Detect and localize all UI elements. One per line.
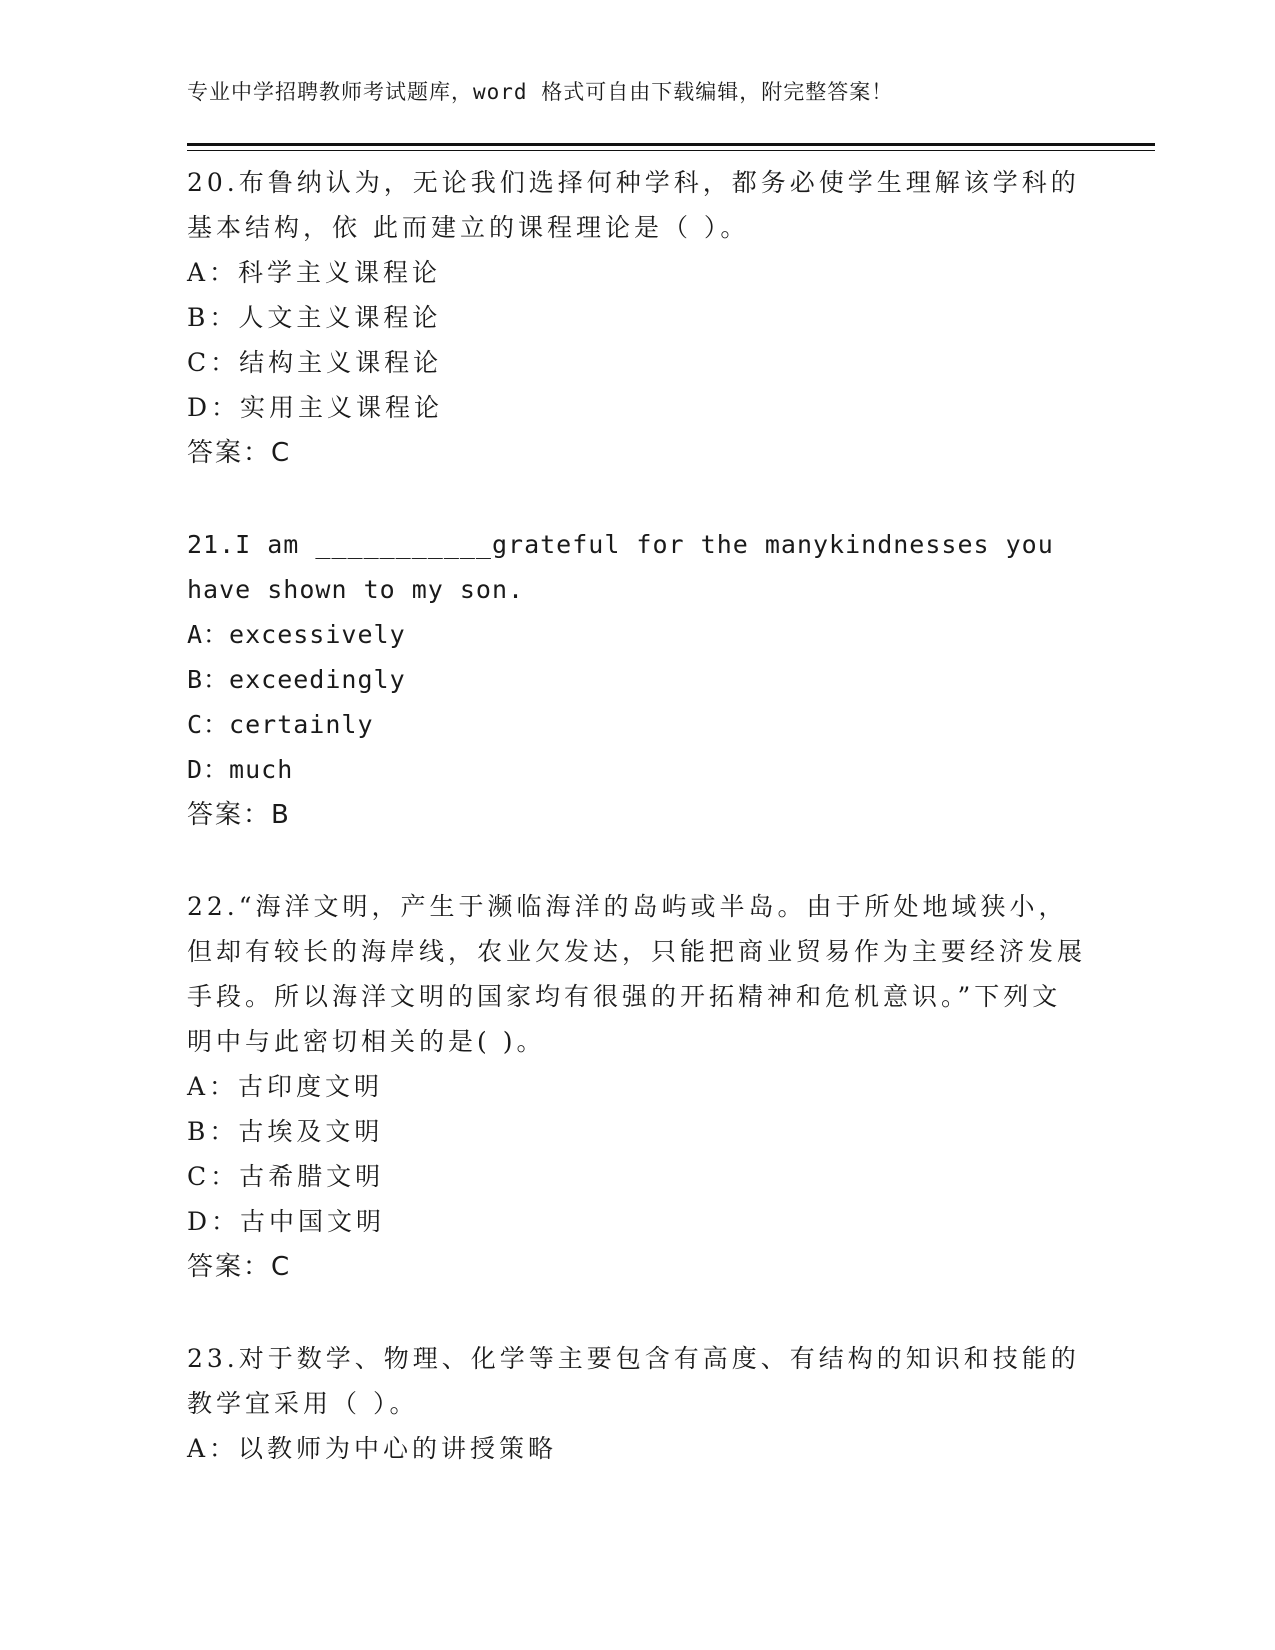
option-c: C：certainly xyxy=(187,710,374,739)
question-20 xyxy=(187,160,1087,476)
header-rule-thick xyxy=(187,143,1155,146)
question-stem: 23.对于数学、物理、化学等主要包含有高度、有结构的知识和技能的教学宜采用（ ）。 xyxy=(187,1344,1080,1418)
question-list xyxy=(187,160,1087,1517)
question-22 xyxy=(187,884,1087,1290)
question-stem: 22.“海洋文明，产生于濒临海洋的岛屿或半岛。由于所处地域狭小，但却有较长的海岸线，农业欠发达，只能把商业贸易作为主要经济发展手段。所以海洋文明的国家均有很强的开拓精神和危机意识。”下列文明中与此密切相关的是( )。 xyxy=(187,892,1087,1056)
option-c: C：结构主义课程论 xyxy=(187,348,443,377)
option-a: A：科学主义课程论 xyxy=(187,258,442,287)
option-d: D：实用主义课程论 xyxy=(187,393,444,422)
question-stem: 20.布鲁纳认为，无论我们选择何种学科，都务必使学生理解该学科的基本结构，依 此而建立的课程理论是（ ）。 xyxy=(187,168,1080,242)
option-a: A：古印度文明 xyxy=(187,1072,384,1101)
answer: 答案：C xyxy=(187,1252,292,1282)
option-a: A：以教师为中心的讲授策略 xyxy=(187,1434,558,1463)
option-d: D：much xyxy=(187,755,294,784)
answer: 答案：B xyxy=(187,800,291,830)
option-b: B：exceedingly xyxy=(187,665,406,694)
header-note: 专业中学招聘教师考试题库，word 格式可自由下载编辑，附完整答案！ xyxy=(187,80,894,104)
option-d: D：古中国文明 xyxy=(187,1207,386,1236)
option-c: C：古希腊文明 xyxy=(187,1162,385,1191)
header-rule-thin xyxy=(187,150,1155,151)
question-23 xyxy=(187,1336,1087,1471)
answer: 答案：C xyxy=(187,438,292,468)
question-stem: 21.I am ___________grateful for the manykindnesses you have shown to my son. xyxy=(187,530,1070,604)
option-b: B：古埃及文明 xyxy=(187,1117,384,1146)
option-b: B：人文主义课程论 xyxy=(187,303,442,332)
option-a: A：excessively xyxy=(187,620,406,649)
question-21 xyxy=(187,522,1087,838)
